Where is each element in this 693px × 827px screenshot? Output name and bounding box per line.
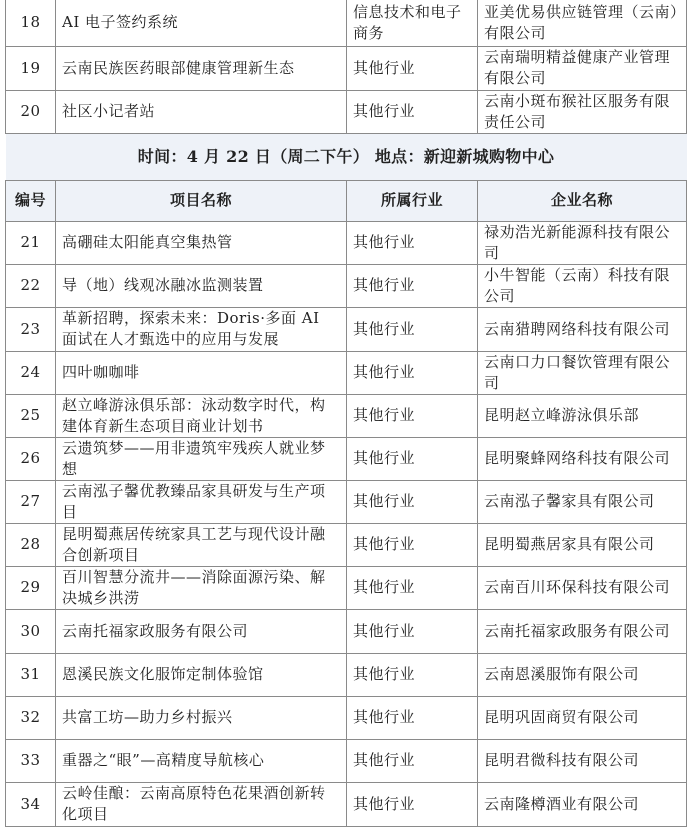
row-project-name: 云遗筑梦——用非遗筑牢残疾人就业梦想 <box>56 437 347 480</box>
row-company: 云南小斑布猴社区服务有限责任公司 <box>478 90 687 133</box>
row-project-name: 赵立峰游泳俱乐部：泳动数字时代，构建体育新生态项目商业计划书 <box>56 394 347 437</box>
row-number: 32 <box>6 696 56 739</box>
row-number: 27 <box>6 480 56 523</box>
row-company: 昆明蜀燕居家具有限公司 <box>478 523 687 566</box>
row-number: 33 <box>6 739 56 782</box>
row-industry: 其他行业 <box>347 46 478 90</box>
row-number: 30 <box>6 609 56 653</box>
row-industry: 其他行业 <box>347 523 478 566</box>
row-company: 云南恩溪服饰有限公司 <box>478 653 687 696</box>
table-row <box>6 0 687 46</box>
table-row <box>6 609 687 653</box>
row-project-name: 云南民族医药眼部健康管理新生态 <box>56 46 347 90</box>
row-project-name: 高硼硅太阳能真空集热管 <box>56 221 347 264</box>
row-industry: 其他行业 <box>347 351 478 394</box>
row-company: 云南瑞明精益健康产业管理有限公司 <box>478 46 687 90</box>
header-number: 编号 <box>6 180 56 221</box>
row-company: 小牛智能（云南）科技有限公司 <box>478 264 687 307</box>
row-project-name: 社区小记者站 <box>56 90 347 133</box>
row-number: 28 <box>6 523 56 566</box>
row-project-name: 四叶咖咖啡 <box>56 351 347 394</box>
row-company: 云南猎聘网络科技有限公司 <box>478 307 687 351</box>
table-row <box>6 46 687 90</box>
row-industry: 其他行业 <box>347 653 478 696</box>
session-banner: 时间：4 月 22 日（周二下午） 地点：新迎新城购物中心 <box>6 133 687 180</box>
row-number: 22 <box>6 264 56 307</box>
row-industry: 其他行业 <box>347 739 478 782</box>
row-industry: 其他行业 <box>347 566 478 609</box>
row-number: 29 <box>6 566 56 609</box>
row-number: 26 <box>6 437 56 480</box>
table-row <box>6 264 687 307</box>
row-number: 31 <box>6 653 56 696</box>
row-project-name: 云南泓子馨优教臻品家具研发与生产项目 <box>56 480 347 523</box>
row-project-name: 云南托福家政服务有限公司 <box>56 609 347 653</box>
table-row <box>6 523 687 566</box>
table-header-row <box>6 180 687 221</box>
header-company: 企业名称 <box>478 180 687 221</box>
table-row <box>6 307 687 351</box>
previous-session-rows <box>6 0 687 133</box>
row-industry: 其他行业 <box>347 696 478 739</box>
row-number: 25 <box>6 394 56 437</box>
session-banner-row <box>6 133 687 180</box>
row-number: 18 <box>6 0 56 46</box>
row-industry: 其他行业 <box>347 221 478 264</box>
table-row <box>6 739 687 782</box>
table-row <box>6 653 687 696</box>
table-row <box>6 221 687 264</box>
row-number: 24 <box>6 351 56 394</box>
row-company: 昆明聚蜂网络科技有限公司 <box>478 437 687 480</box>
row-project-name: 重器之“眼”—高精度导航核心 <box>56 739 347 782</box>
row-industry: 其他行业 <box>347 437 478 480</box>
row-industry: 其他行业 <box>347 782 478 826</box>
row-company: 云南泓子馨家具有限公司 <box>478 480 687 523</box>
table-row <box>6 90 687 133</box>
row-industry: 其他行业 <box>347 480 478 523</box>
row-project-name: 昆明蜀燕居传统家具工艺与现代设计融合创新项目 <box>56 523 347 566</box>
row-number: 23 <box>6 307 56 351</box>
row-project-name: AI 电子签约系统 <box>56 0 347 46</box>
header-project-name: 项目名称 <box>56 180 347 221</box>
row-company: 云南口力口餐饮管理有限公司 <box>478 351 687 394</box>
row-company: 云南百川环保科技有限公司 <box>478 566 687 609</box>
row-industry: 其他行业 <box>347 394 478 437</box>
row-company: 亚美优易供应链管理（云南）有限公司 <box>478 0 687 46</box>
table-row <box>6 566 687 609</box>
table-row <box>6 480 687 523</box>
table-row <box>6 437 687 480</box>
row-company: 昆明赵立峰游泳俱乐部 <box>478 394 687 437</box>
row-project-name: 百川智慧分流井——消除面源污染、解决城乡洪涝 <box>56 566 347 609</box>
row-industry: 其他行业 <box>347 90 478 133</box>
row-company: 禄劝浩光新能源科技有限公司 <box>478 221 687 264</box>
row-number: 34 <box>6 782 56 826</box>
row-project-name: 导（地）线观冰融冰监测装置 <box>56 264 347 307</box>
row-company: 云南隆樽酒业有限公司 <box>478 782 687 826</box>
row-number: 21 <box>6 221 56 264</box>
row-company: 昆明君微科技有限公司 <box>478 739 687 782</box>
row-industry: 其他行业 <box>347 264 478 307</box>
row-project-name: 共富工坊—助力乡村振兴 <box>56 696 347 739</box>
row-project-name: 革新招聘，探索未来：Doris·多面 AI 面试在人才甄选中的应用与发展 <box>56 307 347 351</box>
row-project-name: 恩溪民族文化服饰定制体验馆 <box>56 653 347 696</box>
project-table <box>5 0 687 827</box>
header-industry: 所属行业 <box>347 180 478 221</box>
row-industry: 信息技术和电子商务 <box>347 0 478 46</box>
session-rows <box>6 221 687 826</box>
table-row <box>6 394 687 437</box>
table-row <box>6 782 687 826</box>
row-project-name: 云岭佳酿：云南高原特色花果酒创新转化项目 <box>56 782 347 826</box>
row-number: 19 <box>6 46 56 90</box>
table-row <box>6 351 687 394</box>
table-row <box>6 696 687 739</box>
row-industry: 其他行业 <box>347 609 478 653</box>
row-number: 20 <box>6 90 56 133</box>
row-company: 昆明巩固商贸有限公司 <box>478 696 687 739</box>
row-industry: 其他行业 <box>347 307 478 351</box>
row-company: 云南托福家政服务有限公司 <box>478 609 687 653</box>
